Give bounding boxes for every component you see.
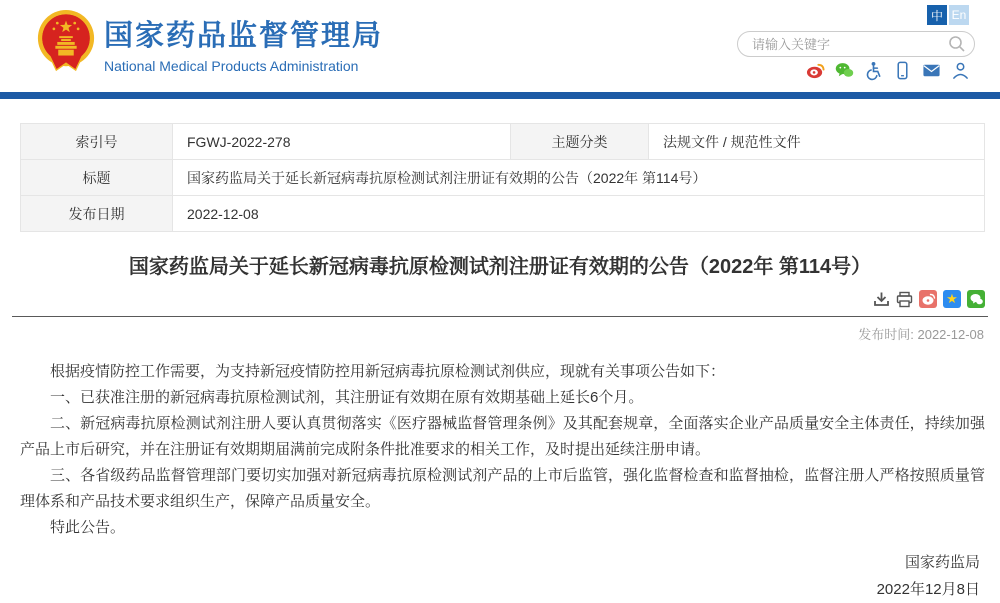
category-value: 法规文件 / 规范性文件 <box>649 124 985 160</box>
wechat-share-icon[interactable] <box>967 290 985 308</box>
site-title-chinese: 国家药品监督管理局 <box>104 20 384 52</box>
publish-date-value: 2022-12-08 <box>173 196 985 232</box>
paragraph: 一、已获准注册的新冠病毒抗原检测试剂，其注册证有效期在原有效期基础上延长6个月。 <box>50 389 644 406</box>
index-value: FGWJ-2022-278 <box>173 124 511 160</box>
lang-chinese-button[interactable]: 中 <box>927 5 947 25</box>
search-input[interactable] <box>752 37 948 52</box>
index-label: 索引号 <box>21 124 173 160</box>
signature-org: 国家药监局 <box>904 554 980 571</box>
publish-time: 发布时间: 2022-12-08 <box>858 327 984 342</box>
publish-date-label: 发布日期 <box>21 196 173 232</box>
site-header <box>0 0 1000 92</box>
article-body <box>20 359 985 541</box>
language-toggle <box>927 5 969 25</box>
signature-date: 2022年12月8日 <box>876 581 980 598</box>
download-icon[interactable] <box>873 291 890 308</box>
mail-icon[interactable] <box>922 61 941 80</box>
site-brand <box>104 13 383 74</box>
site-title-english: National Medical Products Administration <box>104 58 359 74</box>
title-divider <box>12 316 988 317</box>
search-icon[interactable] <box>948 35 966 53</box>
header-divider-bar <box>0 92 1000 99</box>
accessibility-icon[interactable] <box>864 61 883 80</box>
user-icon[interactable] <box>951 61 970 80</box>
weibo-icon[interactable] <box>806 61 825 80</box>
national-emblem-logo <box>35 9 97 73</box>
title-value: 国家药监局关于延长新冠病毒抗原检测试剂注册证有效期的公告（2022年 第114号） <box>173 160 985 196</box>
paragraph: 三、各省级药品监督管理部门要切实加强对新冠病毒抗原检测试剂产品的上市后监管，强化监督检查和监督抽检，监督注册人严格按照质量管理体系和产品技术要求组织生产，保障产品质量安全。 <box>20 467 985 510</box>
topbar-icon-row <box>806 61 970 80</box>
table-row <box>21 196 985 232</box>
signature-block <box>0 549 980 603</box>
page-title: 国家药监局关于延长新冠病毒抗原检测试剂注册证有效期的公告（2022年 第114号） <box>128 256 872 278</box>
share-toolbar <box>0 290 985 308</box>
category-label: 主题分类 <box>511 124 649 160</box>
lang-english-button[interactable]: En <box>949 5 969 25</box>
paragraph: 二、新冠病毒抗原检测试剂注册人要认真贯彻落实《医疗器械监督管理条例》及其配套规章，全面落实企业产品质量安全主体责任，持续加强产品上市后研究，并在注册证有效期期届满前完成附条件批准要求的相关工作，及时提出延续注册申请。 <box>20 415 985 458</box>
wechat-icon[interactable] <box>835 61 854 80</box>
paragraph-closing: 特此公告。 <box>50 519 126 536</box>
print-icon[interactable] <box>896 291 913 308</box>
title-label: 标题 <box>21 160 173 196</box>
table-row <box>21 124 985 160</box>
paragraph: 根据疫情防控工作需要，为支持新冠疫情防控用新冠病毒抗原检测试剂供应，现就有关事项公告如下： <box>50 363 726 380</box>
document-meta-table <box>20 123 985 232</box>
favorite-icon[interactable]: ★ <box>943 290 961 308</box>
search-box <box>737 31 975 57</box>
weibo-share-icon[interactable] <box>919 290 937 308</box>
table-row <box>21 160 985 196</box>
mobile-icon[interactable] <box>893 61 912 80</box>
